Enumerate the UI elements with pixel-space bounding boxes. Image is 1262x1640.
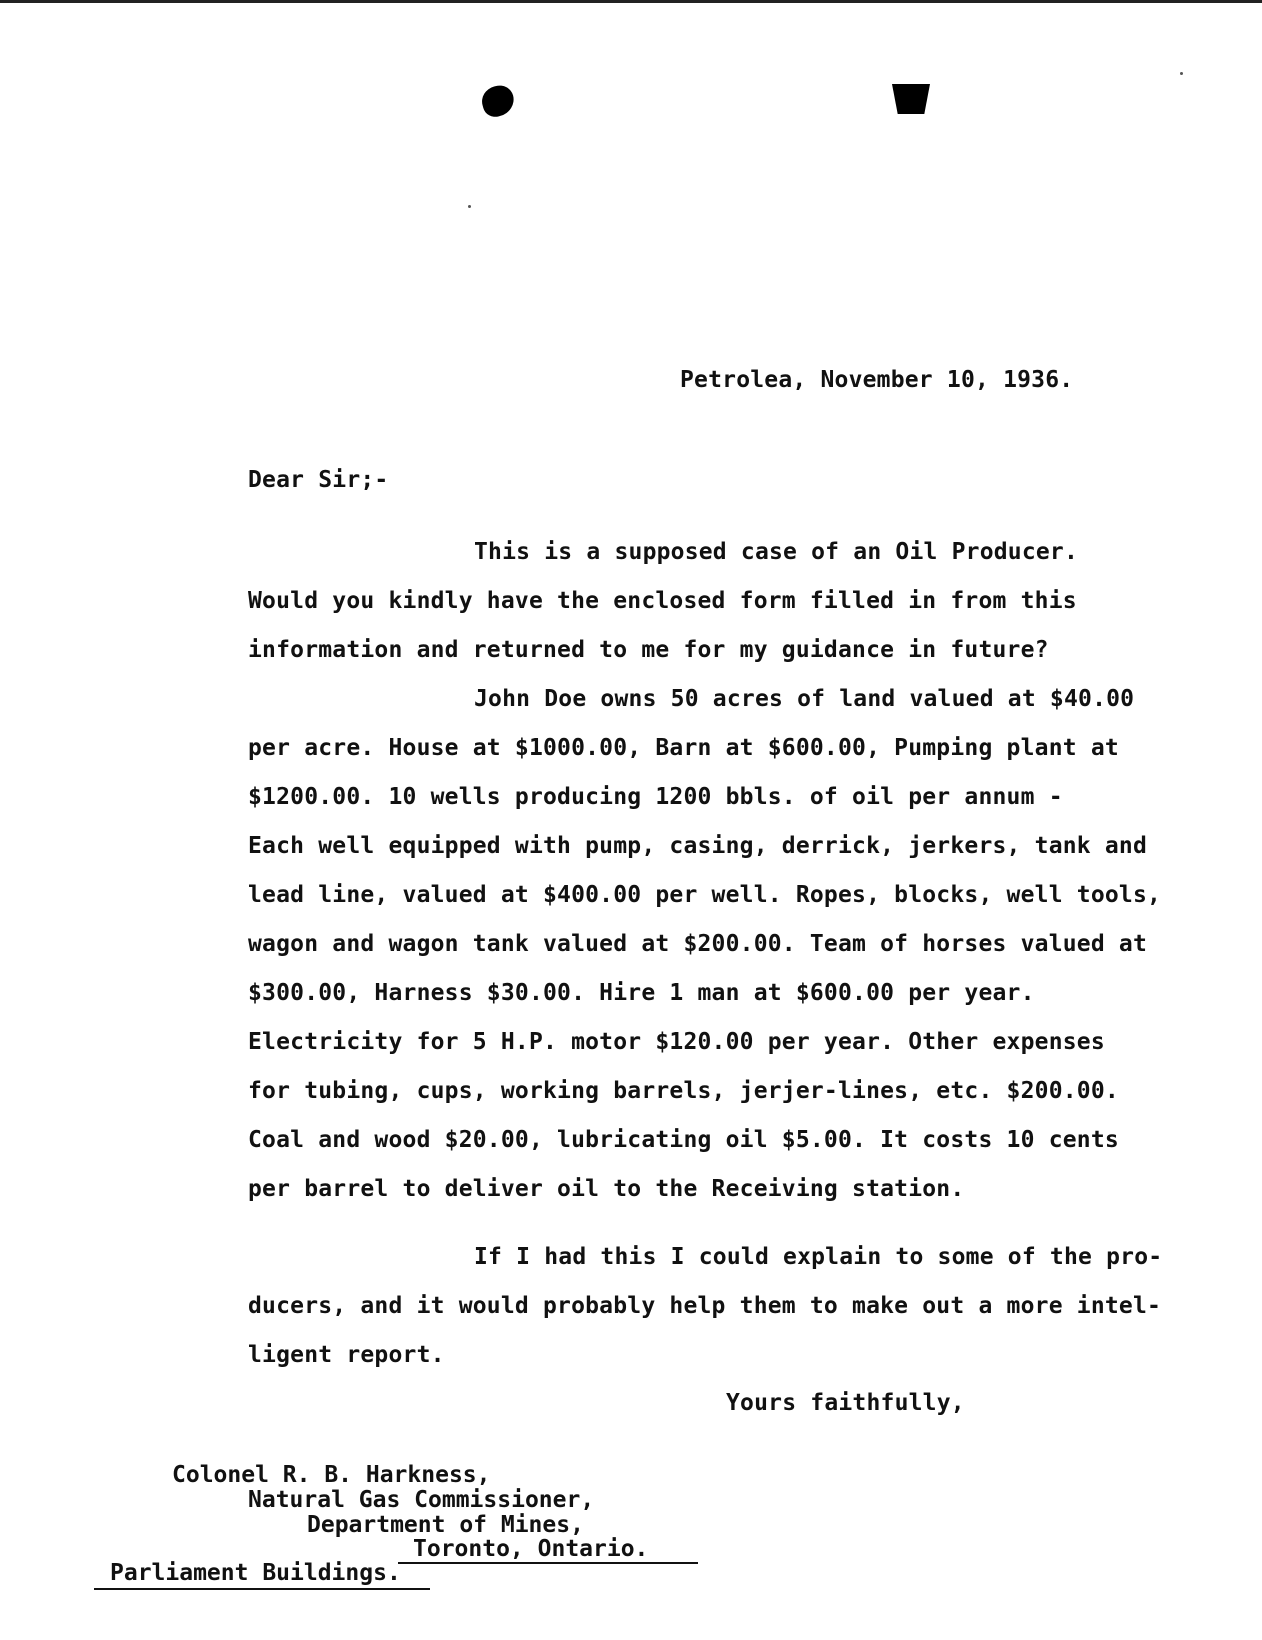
date-line: Petrolea, November 10, 1936. — [680, 367, 1074, 393]
body-line: information and returned to me for my guidance in future? — [248, 637, 1049, 663]
addressee-city: Toronto, Ontario. — [413, 1536, 649, 1562]
body-line: This is a supposed case of an Oil Producer. — [474, 539, 1079, 565]
addressee-building: Parliament Buildings. — [110, 1560, 401, 1586]
address-underline — [398, 1562, 698, 1564]
body-line: lead line, valued at $400.00 per well. Ropes, blocks, well tools, — [248, 882, 1162, 908]
body-line: wagon and wagon tank valued at $200.00. Team of horses valued at — [248, 931, 1148, 957]
body-line: ducers, and it would probably help them to make out a more intel- — [248, 1293, 1162, 1319]
paper-speck — [1180, 72, 1183, 75]
addressee-department: Department of Mines, — [307, 1512, 584, 1538]
body-line: $300.00, Harness $30.00. Hire 1 man at $600.00 per year. — [248, 980, 1035, 1006]
address-underline — [94, 1588, 430, 1590]
body-line: per barrel to deliver oil to the Receiving station. — [248, 1176, 965, 1202]
addressee-name: Colonel R. B. Harkness, — [172, 1462, 491, 1488]
body-line: ligent report. — [248, 1342, 445, 1368]
body-line: Electricity for 5 H.P. motor $120.00 per year. Other expenses — [248, 1029, 1105, 1055]
body-line: Each well equipped with pump, casing, derrick, jerkers, tank and — [248, 833, 1148, 859]
addressee-title: Natural Gas Commissioner, — [248, 1487, 595, 1513]
body-line: If I had this I could explain to some of the pro- — [474, 1244, 1163, 1270]
body-line: Would you kindly have the enclosed form filled in from this — [248, 588, 1077, 614]
salutation: Dear Sir;- — [248, 467, 389, 493]
page-top-edge — [0, 0, 1262, 3]
body-line: Coal and wood $20.00, lubricating oil $5.00. It costs 10 cents — [248, 1127, 1119, 1153]
body-line: per acre. House at $1000.00, Barn at $600.00, Pumping plant at — [248, 735, 1119, 761]
closing: Yours faithfully, — [726, 1390, 965, 1416]
body-line: for tubing, cups, working barrels, jerjer-lines, etc. $200.00. — [248, 1078, 1119, 1104]
paper-speck — [468, 205, 471, 208]
punch-hole-right — [892, 84, 930, 114]
punch-hole-left — [479, 82, 518, 119]
body-line: $1200.00. 10 wells producing 1200 bbls. of oil per annum - — [248, 784, 1063, 810]
body-line: John Doe owns 50 acres of land valued at $40.00 — [474, 686, 1135, 712]
